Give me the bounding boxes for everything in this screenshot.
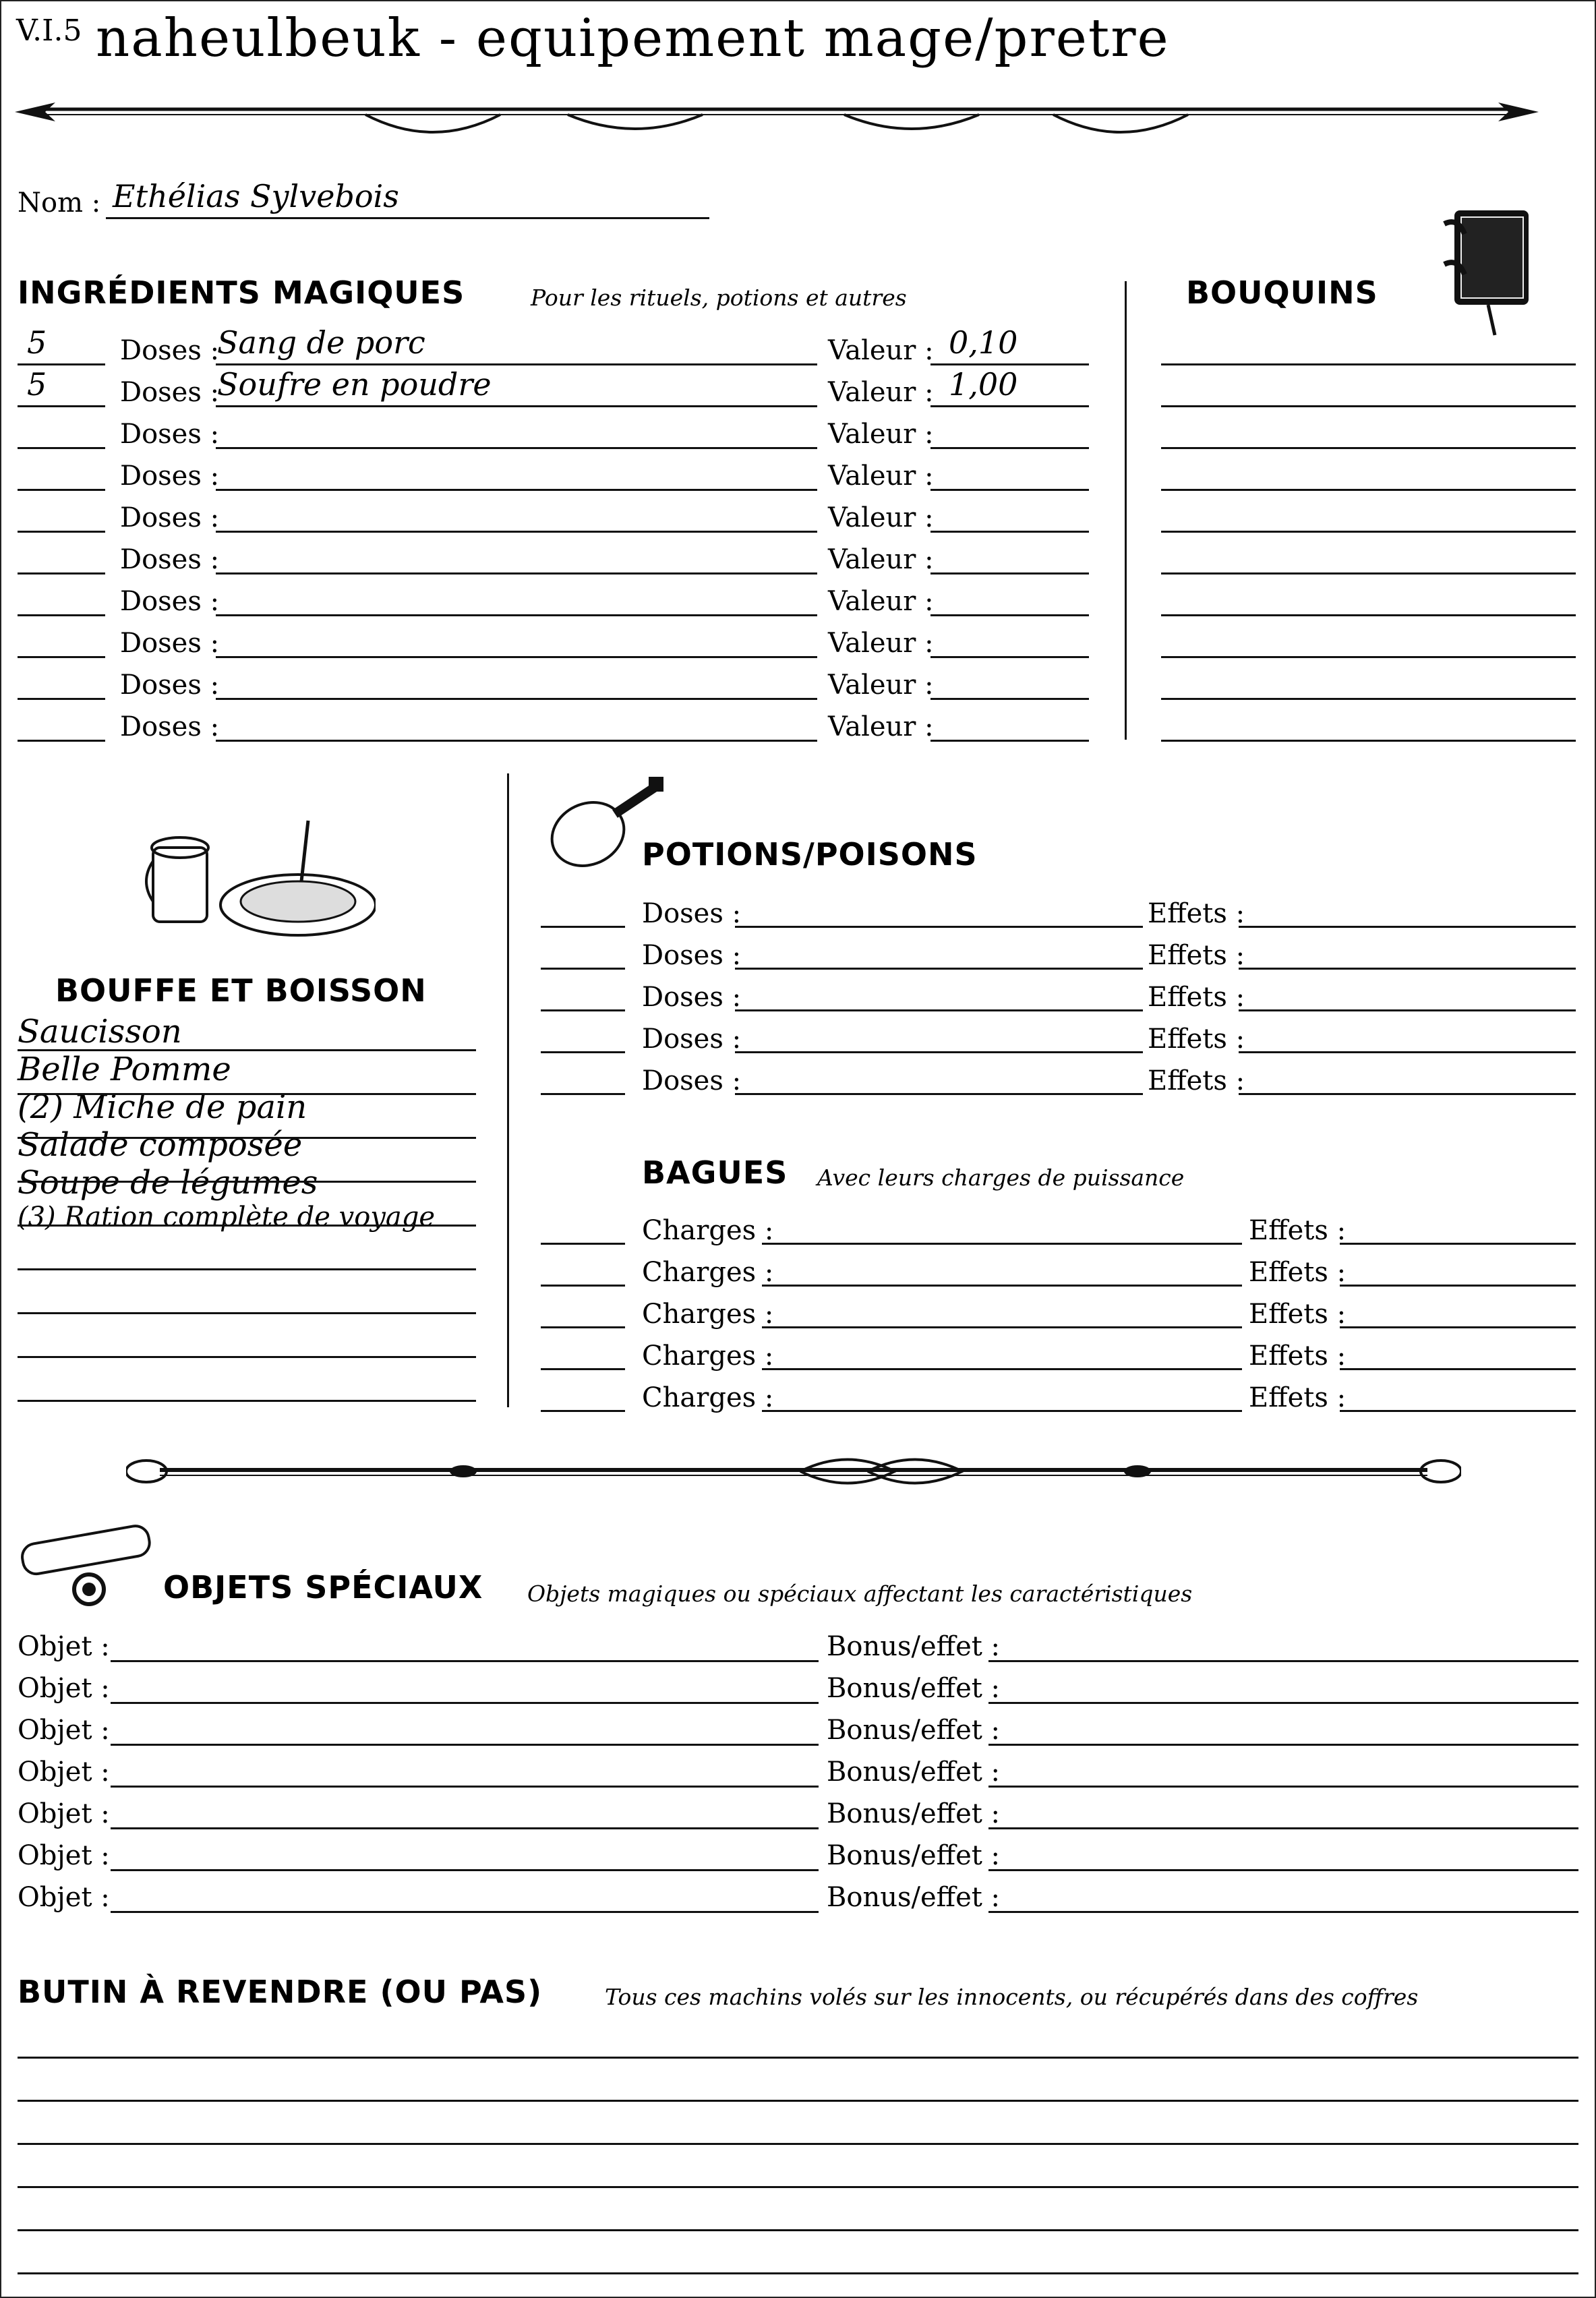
object-name-line[interactable] [111, 1744, 819, 1746]
object-row [18, 1753, 1578, 1795]
effects-label: Effets : [1249, 1215, 1347, 1246]
value-label: Valeur : [828, 335, 934, 366]
qty-underline [18, 531, 105, 533]
bouquin-line[interactable] [1161, 489, 1576, 491]
charges-label: Charges : [642, 1382, 774, 1413]
qty-underline [18, 489, 105, 491]
objets-list [18, 1628, 1578, 1924]
staff-divider-icon [126, 1444, 1461, 1498]
potion-row [534, 895, 1579, 937]
potion-name-line[interactable] [735, 926, 1143, 928]
ring-charges-line[interactable] [762, 1410, 1242, 1412]
object-row [18, 1670, 1578, 1711]
food-underline [18, 1225, 476, 1227]
potion-name-line[interactable] [735, 968, 1143, 970]
ring-effect-line[interactable] [1340, 1368, 1576, 1370]
butin-heading: BUTIN À REVENDRE (OU PAS) [18, 1974, 543, 2010]
ring-effect-line[interactable] [1340, 1326, 1576, 1328]
name-underline [216, 698, 817, 700]
value-underline [930, 656, 1089, 658]
bonus-label: Bonus/effet : [827, 1798, 1001, 1829]
qty-underline [18, 447, 105, 449]
value-underline [930, 572, 1089, 574]
objet-label: Objet : [18, 1715, 110, 1746]
object-name-line[interactable] [111, 1827, 819, 1829]
object-name-line[interactable] [111, 1786, 819, 1788]
potion-row [534, 978, 1579, 1020]
object-bonus-line[interactable] [988, 1911, 1578, 1913]
potion-effect-line[interactable] [1239, 926, 1576, 928]
doses-label: Doses : [120, 711, 220, 742]
value-label: Valeur : [828, 544, 934, 575]
doses-label: Doses : [642, 1065, 742, 1096]
ingredients-list [1, 324, 1107, 760]
charges-label: Charges : [642, 1299, 774, 1330]
doses-label: Doses : [120, 502, 220, 533]
potion-name-line[interactable] [735, 1051, 1143, 1053]
ingredient-row [1, 579, 1107, 621]
bouquin-line[interactable] [1161, 363, 1576, 365]
doses-label: Doses : [120, 335, 220, 366]
value-label: Valeur : [828, 377, 934, 408]
object-row [18, 1795, 1578, 1837]
bonus-label: Bonus/effet : [827, 1757, 1001, 1788]
butin-line[interactable] [18, 2143, 1578, 2145]
object-name-line[interactable] [111, 1911, 819, 1913]
object-row [18, 1879, 1578, 1920]
version-label: V.I.5 [16, 13, 82, 48]
name-underline [216, 405, 817, 407]
objet-label: Objet : [18, 1882, 110, 1913]
ring-row [534, 1295, 1579, 1337]
qty-underline [18, 405, 105, 407]
objets-heading: OBJETS SPÉCIAUX [163, 1569, 483, 1605]
bouquin-line[interactable] [1161, 405, 1576, 407]
name-underline [216, 656, 817, 658]
food-underline [18, 1137, 476, 1139]
doses-label: Doses : [120, 670, 220, 701]
effects-label: Effets : [1148, 940, 1245, 971]
ring-row [534, 1212, 1579, 1254]
bouquin-line[interactable] [1161, 531, 1576, 533]
doses-label: Doses : [642, 940, 742, 971]
value-label: Valeur : [828, 461, 934, 492]
object-row [18, 1628, 1578, 1670]
potion-row [534, 1062, 1579, 1104]
food-item[interactable]: (2) Miche de pain [18, 1088, 307, 1126]
doses-label: Doses : [120, 377, 220, 408]
ring-charges-line[interactable] [762, 1326, 1242, 1328]
food-underline [18, 1049, 476, 1051]
value-underline [930, 614, 1089, 616]
name-underline [106, 217, 709, 219]
doses-label: Doses : [642, 898, 742, 929]
book-icon [1438, 197, 1539, 338]
value-label: Valeur : [828, 628, 934, 659]
ingredient-name[interactable]: Soufre en poudre [217, 366, 492, 403]
bouquin-line[interactable] [1161, 572, 1576, 574]
objet-label: Objet : [18, 1673, 110, 1704]
qty-underline [18, 572, 105, 574]
object-row [18, 1711, 1578, 1753]
potion-effect-line[interactable] [1239, 1009, 1576, 1011]
objet-label: Objet : [18, 1840, 110, 1871]
bouquin-line[interactable] [1161, 740, 1576, 742]
spear-divider-icon [15, 82, 1539, 150]
object-name-line[interactable] [111, 1869, 819, 1871]
effects-label: Effets : [1249, 1340, 1347, 1372]
name-underline [216, 447, 817, 449]
effects-label: Effets : [1148, 1065, 1245, 1096]
object-bonus-line[interactable] [988, 1827, 1578, 1829]
name-label: Nom : [18, 187, 101, 218]
bonus-label: Bonus/effet : [827, 1673, 1001, 1704]
qty-underline [18, 740, 105, 742]
food-item[interactable]: Salade composée [18, 1126, 303, 1164]
value-underline [930, 531, 1089, 533]
ingredient-row [1, 496, 1107, 537]
bagues-list [534, 1212, 1579, 1427]
doses-label: Doses : [120, 461, 220, 492]
bonus-label: Bonus/effet : [827, 1840, 1001, 1871]
ingredient-row [1, 705, 1107, 746]
food-list [18, 1013, 476, 1411]
ingredient-qty[interactable]: 5 [27, 366, 47, 403]
ingredients-subtitle: Pour les rituels, potions et autres [531, 285, 907, 311]
butin-line[interactable] [18, 2057, 1578, 2059]
food-underline [18, 1093, 476, 1095]
potion-qty-line[interactable] [541, 926, 625, 928]
food-item[interactable]: Belle Pomme [18, 1051, 231, 1088]
value-label: Valeur : [828, 711, 934, 742]
ingredient-qty[interactable]: 5 [27, 324, 47, 361]
food-underline [18, 1400, 476, 1402]
objets-subtitle: Objets magiques ou spéciaux affectant les caractéristiques [527, 1581, 1193, 1607]
effects-label: Effets : [1249, 1257, 1347, 1288]
value-underline [930, 447, 1089, 449]
ingredient-row [1, 537, 1107, 579]
ring-effect-line[interactable] [1340, 1285, 1576, 1287]
objet-label: Objet : [18, 1757, 110, 1788]
potion-qty-line[interactable] [541, 1009, 625, 1011]
bouquin-line[interactable] [1161, 698, 1576, 700]
potion-name-line[interactable] [735, 1093, 1143, 1095]
qty-underline [18, 698, 105, 700]
name-underline [216, 363, 817, 365]
potion-qty-line[interactable] [541, 1093, 625, 1095]
butin-line[interactable] [18, 2186, 1578, 2188]
butin-subtitle: Tous ces machins volés sur les innocents, ou récupérés dans des coffres [605, 1984, 1419, 2010]
value-underline [930, 363, 1089, 365]
potions-heading: POTIONS/POISONS [642, 836, 978, 873]
ring-charges-line[interactable] [762, 1243, 1242, 1245]
value-label: Valeur : [828, 502, 934, 533]
qty-underline [18, 614, 105, 616]
potion-effect-line[interactable] [1239, 1093, 1576, 1095]
food-underline [18, 1312, 476, 1314]
value-label: Valeur : [828, 419, 934, 450]
butin-line[interactable] [18, 2229, 1578, 2231]
qty-underline [18, 363, 105, 365]
ingredient-row [1, 366, 1107, 412]
object-bonus-line[interactable] [988, 1869, 1578, 1871]
potions-list [534, 895, 1579, 1111]
bouquin-line[interactable] [1161, 656, 1576, 658]
butin-line[interactable] [18, 2100, 1578, 2102]
butin-line[interactable] [18, 2272, 1578, 2274]
food-underline [18, 1356, 476, 1358]
value-underline [930, 698, 1089, 700]
ingredients-heading: INGRÉDIENTS MAGIQUES [18, 274, 465, 311]
ring-effect-line[interactable] [1340, 1243, 1576, 1245]
charges-label: Charges : [642, 1215, 774, 1246]
potion-effect-line[interactable] [1239, 968, 1576, 970]
food-heading: BOUFFE ET BOISSON [55, 972, 427, 1009]
object-bonus-line[interactable] [988, 1702, 1578, 1704]
food-item[interactable]: (3) Ration complète de voyage [18, 1202, 436, 1233]
ingredient-row [1, 412, 1107, 454]
ingredient-row [1, 663, 1107, 705]
objet-label: Objet : [18, 1631, 110, 1662]
value-underline [930, 489, 1089, 491]
name-underline [216, 740, 817, 742]
object-bonus-line[interactable] [988, 1786, 1578, 1788]
effects-label: Effets : [1148, 898, 1245, 929]
doses-label: Doses : [120, 544, 220, 575]
effects-label: Effets : [1249, 1299, 1347, 1330]
potion-row [534, 937, 1579, 978]
potion-effect-line[interactable] [1239, 1051, 1576, 1053]
object-bonus-line[interactable] [988, 1660, 1578, 1662]
charges-label: Charges : [642, 1257, 774, 1288]
scroll-ring-icon [15, 1515, 156, 1616]
name-underline [216, 531, 817, 533]
page-title: naheulbeuk - equipement mage/pretre [96, 8, 1170, 69]
ring-qty-line[interactable] [541, 1410, 625, 1412]
qty-underline [18, 656, 105, 658]
bagues-subtitle: Avec leurs charges de puissance [817, 1165, 1185, 1191]
ring-qty-line[interactable] [541, 1326, 625, 1328]
ingredient-value[interactable]: 0,10 [949, 324, 1018, 361]
middle-divider [507, 773, 509, 1407]
food-underline [18, 1268, 476, 1270]
ingredient-row [1, 621, 1107, 663]
doses-label: Doses : [642, 982, 742, 1013]
bonus-label: Bonus/effet : [827, 1715, 1001, 1746]
food-item[interactable]: Soupe de légumes [18, 1164, 318, 1202]
ring-row [534, 1254, 1579, 1295]
value-label: Valeur : [828, 586, 934, 617]
ring-effect-line[interactable] [1340, 1410, 1576, 1412]
doses-label: Doses : [120, 628, 220, 659]
name-underline [216, 614, 817, 616]
name-field[interactable]: Ethélias Sylvebois [113, 178, 399, 214]
ring-qty-line[interactable] [541, 1368, 625, 1370]
ring-charges-line[interactable] [762, 1368, 1242, 1370]
ring-row [534, 1379, 1579, 1421]
ring-row [534, 1337, 1579, 1379]
bouquins-list [1161, 328, 1576, 760]
object-row [18, 1837, 1578, 1879]
object-name-line[interactable] [111, 1660, 819, 1662]
value-underline [930, 740, 1089, 742]
potion-qty-line[interactable] [541, 1051, 625, 1053]
ring-qty-line[interactable] [541, 1243, 625, 1245]
ingredients-divider [1125, 281, 1127, 740]
doses-label: Doses : [120, 419, 220, 450]
bouquin-line[interactable] [1161, 614, 1576, 616]
name-underline [216, 572, 817, 574]
value-label: Valeur : [828, 670, 934, 701]
ring-qty-line[interactable] [541, 1285, 625, 1287]
food-illustration-icon [140, 800, 376, 949]
value-underline [930, 405, 1089, 407]
bagues-heading: BAGUES [642, 1154, 788, 1191]
objet-label: Objet : [18, 1798, 110, 1829]
object-bonus-line[interactable] [988, 1744, 1578, 1746]
food-item[interactable]: Saucisson [18, 1013, 182, 1051]
butin-list [18, 2024, 1578, 2294]
potion-qty-line[interactable] [541, 968, 625, 970]
bonus-label: Bonus/effet : [827, 1631, 1001, 1662]
effects-label: Effets : [1148, 1024, 1245, 1055]
charges-label: Charges : [642, 1340, 774, 1372]
object-name-line[interactable] [111, 1702, 819, 1704]
effects-label: Effets : [1249, 1382, 1347, 1413]
ingredient-row [1, 324, 1107, 370]
potion-name-line[interactable] [735, 1009, 1143, 1011]
ring-charges-line[interactable] [762, 1285, 1242, 1287]
bouquins-heading: BOUQUINS [1186, 274, 1378, 311]
ingredient-name[interactable]: Sang de porc [217, 324, 425, 361]
doses-label: Doses : [642, 1024, 742, 1055]
ingredient-row [1, 454, 1107, 496]
potion-row [534, 1020, 1579, 1062]
food-underline [18, 1181, 476, 1183]
effects-label: Effets : [1148, 982, 1245, 1013]
bouquin-line[interactable] [1161, 447, 1576, 449]
ingredient-value[interactable]: 1,00 [949, 366, 1018, 403]
doses-label: Doses : [120, 586, 220, 617]
bonus-label: Bonus/effet : [827, 1882, 1001, 1913]
name-underline [216, 489, 817, 491]
